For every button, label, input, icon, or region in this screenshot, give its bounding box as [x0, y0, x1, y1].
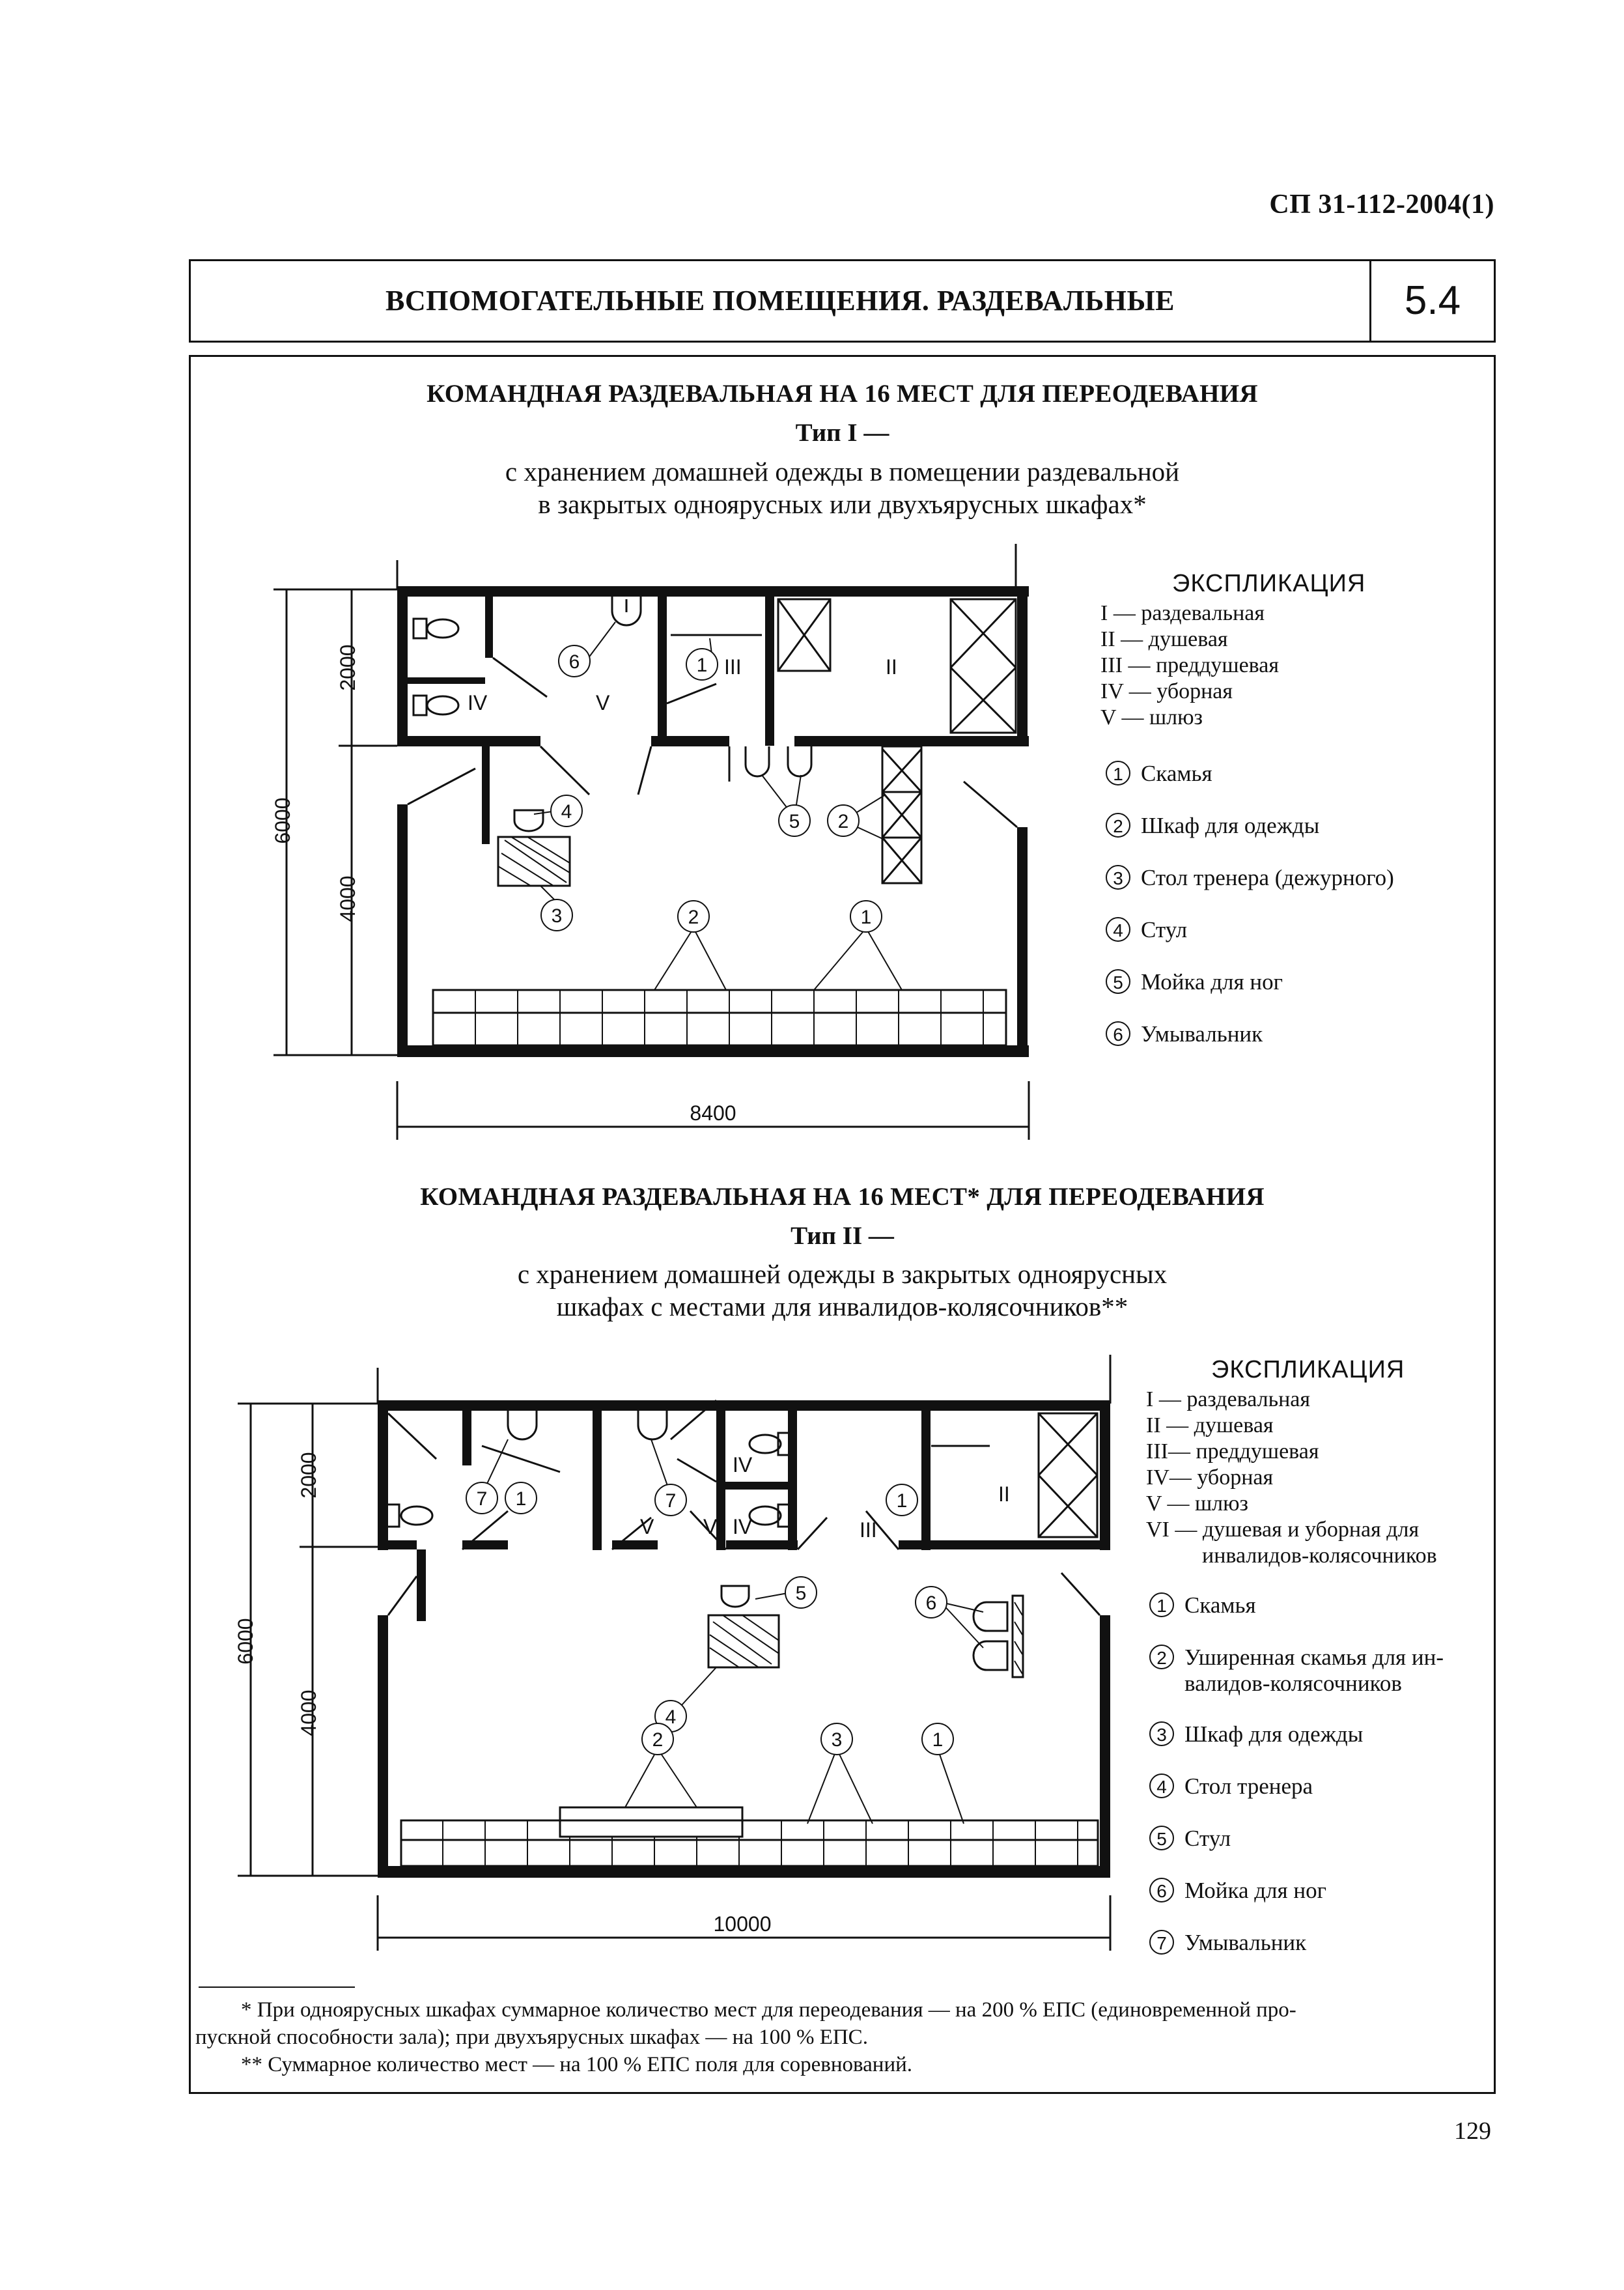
footnote-1-cont — [195, 2024, 1491, 2051]
item-label: Уширенная скамья для ин- — [1184, 1645, 1444, 1670]
plan2-room-IV-a: IV — [733, 1453, 753, 1477]
plan2-legend-room: VI — душевая и уборная для — [1146, 1518, 1420, 1542]
item-number: 6 — [1106, 1021, 1130, 1046]
section-header — [189, 259, 1496, 343]
item-label: Стол тренера (дежурного) — [1141, 865, 1394, 890]
plan1-type: Тип I — — [795, 419, 889, 447]
plan1-callout-2a: 2 — [837, 811, 849, 832]
item-label: Стул — [1141, 917, 1188, 942]
item-label: Мойка для ног — [1141, 969, 1283, 995]
plan1-item — [1106, 917, 1496, 969]
plan1-subtitle-2: в закрытых одноярусных или двухъярусных шкафах* — [538, 489, 1147, 519]
plan2-room-V: V — [640, 1515, 654, 1538]
plan2-subtitle-1: с хранением домашней одежды в закрытых одноярусных — [517, 1259, 1168, 1289]
plan2-items — [1149, 1592, 1494, 1982]
plan2-floor-plan — [221, 1342, 1133, 1960]
plan2-item — [1149, 1592, 1494, 1645]
plan2-callout-1b: 1 — [896, 1490, 908, 1512]
plan2-dim-10000: 10000 — [713, 1912, 772, 1936]
plan1-floor-plan — [260, 534, 1068, 1153]
plan1-item — [1106, 865, 1496, 917]
plan2-item — [1149, 1878, 1494, 1930]
plan1-subtitle-1: с хранением домашней одежды в помещении раздевальной — [505, 457, 1180, 487]
item-number: 5 — [1149, 1826, 1174, 1850]
plan1-room-V: V — [596, 691, 610, 714]
plan2-item — [1149, 1826, 1494, 1878]
plan2-subtitle-2: шкафах с местами для инвалидов-колясочников** — [556, 1292, 1128, 1322]
plan2-legend-room: инвалидов-колясочников — [1202, 1544, 1437, 1568]
plan2-type: Тип II — — [791, 1222, 894, 1250]
page-number: 129 — [1454, 2117, 1491, 2145]
document-code: СП 31-112-2004(1) — [1269, 190, 1494, 219]
plan1-callout-5: 5 — [789, 811, 800, 832]
plan2-callout-5: 5 — [795, 1583, 807, 1604]
item-label-cont: валидов-колясочников — [1184, 1671, 1402, 1696]
plan1-dim-2000: 2000 — [336, 644, 359, 691]
plan1-item — [1106, 969, 1496, 1021]
plan2-callout-7a: 7 — [476, 1488, 488, 1510]
item-number: 6 — [1149, 1878, 1174, 1902]
plan1-dim-4000: 4000 — [336, 875, 359, 922]
plan2-callout-4: 4 — [665, 1706, 677, 1728]
item-label: Шкаф для одежды — [1184, 1721, 1364, 1747]
section-number: 5.4 — [1404, 278, 1461, 323]
plan2-callout-3: 3 — [831, 1729, 843, 1751]
footnote-1 — [195, 1996, 1491, 2024]
item-number: 5 — [1106, 969, 1130, 994]
item-label: Стул — [1184, 1826, 1231, 1851]
plan1-title: КОМАНДНАЯ РАЗДЕВАЛЬНАЯ НА 16 МЕСТ ДЛЯ ПЕРЕОДЕВАНИЯ — [427, 380, 1258, 408]
plan1-dim-8400: 8400 — [690, 1101, 736, 1125]
plan2-legend — [1146, 1356, 1498, 1569]
footnote-1-line-1: * При одноярусных шкафах суммарное количество мест для переодевания — на 200 % ЕПС (единовременной про- — [241, 1998, 1296, 2022]
item-number: 4 — [1149, 1774, 1174, 1798]
item-label: Умывальник — [1141, 1021, 1263, 1047]
plan2-dim-4000: 4000 — [297, 1689, 320, 1736]
plan2-item — [1149, 1645, 1494, 1721]
plan1-room-IV: IV — [468, 691, 488, 714]
plan2-legend-room: IV— уборная — [1146, 1465, 1274, 1490]
plan2-legend-room: I — раздевальная — [1146, 1387, 1311, 1411]
plan2-callout-7b: 7 — [665, 1490, 677, 1512]
footnote-separator — [199, 1986, 355, 1988]
item-number: 7 — [1149, 1930, 1174, 1955]
plan2-room-II: II — [998, 1482, 1010, 1506]
footnote-2: ** Суммарное количество мест — на 100 % ЕПС поля для соревнований. — [241, 2053, 913, 2076]
plan2-legend-title: ЭКСПЛИКАЦИЯ — [1211, 1356, 1405, 1383]
plan2-legend-room: III— преддушевая — [1146, 1439, 1319, 1463]
item-label: Умывальник — [1184, 1930, 1307, 1955]
item-label: Скамья — [1141, 761, 1212, 786]
plan2-callout-1c: 1 — [932, 1729, 944, 1751]
item-number: 2 — [1106, 813, 1130, 838]
item-number: 3 — [1106, 865, 1130, 890]
item-number: 1 — [1149, 1592, 1174, 1617]
plan2-callout-2: 2 — [652, 1729, 664, 1751]
plan2-item — [1149, 1721, 1494, 1774]
item-label: Шкаф для одежды — [1141, 813, 1320, 838]
section-title: ВСПОМОГАТЕЛЬНЫЕ ПОМЕЩЕНИЯ. РАЗДЕВАЛЬНЫЕ — [385, 285, 1175, 317]
plan2-legend-room: II — душевая — [1146, 1413, 1274, 1437]
plan2-callout-1a: 1 — [515, 1488, 527, 1510]
plan1-legend-title: ЭКСПЛИКАЦИЯ — [1172, 570, 1366, 597]
plan1-callout-1a: 1 — [696, 655, 708, 676]
plan2-room-IV-b: IV — [733, 1515, 753, 1538]
plan2-room-III: III — [860, 1518, 877, 1542]
plan1-callout-2b: 2 — [688, 907, 699, 928]
plan2-callout-6: 6 — [925, 1592, 937, 1614]
plan1-legend-room: II — душевая — [1100, 627, 1228, 651]
plan1-legend-room: V — шлюз — [1100, 705, 1203, 729]
plan1-callout-1b: 1 — [860, 907, 872, 928]
plan2-item — [1149, 1774, 1494, 1826]
plan1-legend-room: IV — уборная — [1100, 679, 1233, 703]
plan1-callout-4: 4 — [561, 801, 572, 823]
item-number: 4 — [1106, 917, 1130, 942]
plan1-legend — [1100, 570, 1491, 731]
item-label: Скамья — [1184, 1592, 1256, 1618]
plan1-room-II: II — [886, 655, 897, 679]
plan1-item — [1106, 813, 1496, 865]
plan1-dim-6000: 6000 — [271, 797, 294, 844]
item-number: 3 — [1149, 1721, 1174, 1746]
plan1-legend-room: III — преддушевая — [1100, 653, 1280, 677]
plan2-legend-room: V — шлюз — [1146, 1491, 1248, 1516]
plan2-item — [1149, 1930, 1494, 1982]
item-number: 1 — [1106, 761, 1130, 785]
plan2-dim-2000: 2000 — [297, 1452, 320, 1499]
plan1-items — [1106, 761, 1496, 1073]
plan1-legend-room: I — раздевальная — [1100, 601, 1265, 625]
footnote-1-line-2: пускной способности зала); при двухъярусных шкафах — на 100 % ЕПС. — [195, 2026, 868, 2049]
plan1-item — [1106, 1021, 1496, 1073]
plan1-room-III: III — [724, 655, 742, 679]
item-label: Стол тренера — [1184, 1774, 1313, 1799]
plan1-callout-3: 3 — [551, 905, 563, 927]
plan1-callout-6: 6 — [568, 651, 580, 673]
plan2-title: КОМАНДНАЯ РАЗДЕВАЛЬНАЯ НА 16 МЕСТ* ДЛЯ ПЕРЕОДЕВАНИЯ — [420, 1183, 1265, 1211]
item-number: 2 — [1149, 1645, 1174, 1669]
plan2-dim-6000: 6000 — [234, 1618, 257, 1665]
plan1-item — [1106, 761, 1496, 813]
item-label: Мойка для ног — [1184, 1878, 1326, 1903]
plan2-room-VI: VI — [703, 1515, 723, 1538]
